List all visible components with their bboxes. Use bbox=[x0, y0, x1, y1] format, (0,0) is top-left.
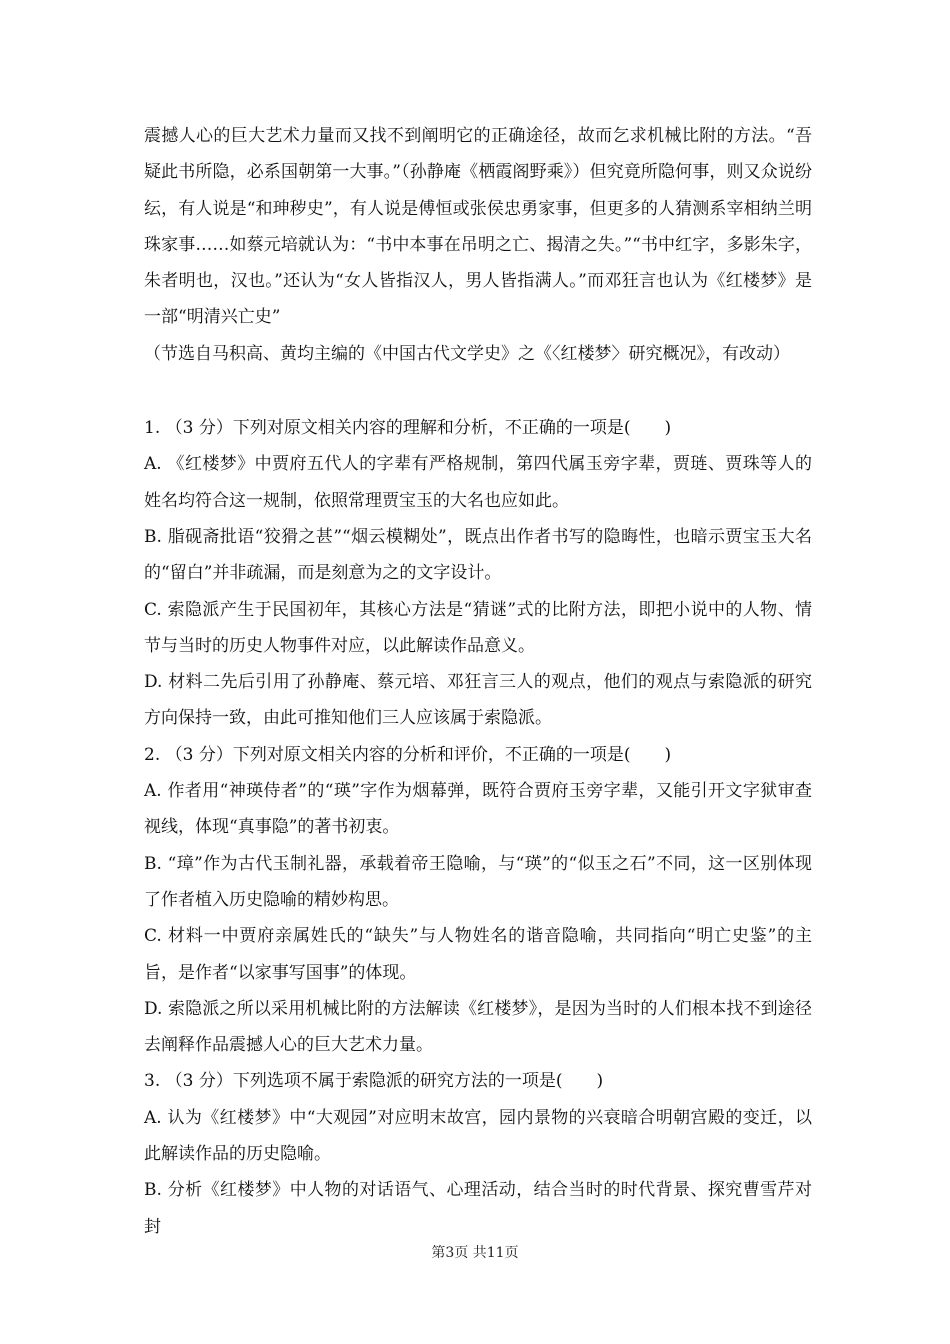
question-list bbox=[144, 410, 812, 1245]
page-number-label: 第3页 共11页 bbox=[431, 1245, 519, 1261]
question-1 bbox=[144, 410, 812, 737]
question-stem: 2. （3 分）下列对原文相关内容的分析和评价，不正确的一项是( ) bbox=[144, 744, 672, 765]
option-c: C. 材料一中贾府亲属姓氏的“缺失”与人物姓名的谐音隐喻，共同指向“明亡史鉴”的主旨，是作者“以家事写国事”的体现。 bbox=[144, 926, 812, 983]
question-3 bbox=[144, 1063, 812, 1244]
question-stem: 1. （3 分）下列对原文相关内容的理解和分析，不正确的一项是( ) bbox=[144, 418, 672, 439]
page-footer bbox=[0, 1242, 950, 1262]
page-content bbox=[144, 118, 812, 1245]
option-b: B. 脂砚斋批语“狡猾之甚”“烟云模糊处”，既点出作者书写的隐晦性，也暗示贾宝玉大名的“留白”并非疏漏，而是刻意为之的文字设计。 bbox=[144, 526, 812, 584]
question-stem: 3. （3 分）下列选项不属于索隐派的研究方法的一项是( ) bbox=[144, 1071, 604, 1092]
question-2 bbox=[144, 737, 812, 1064]
passage-paragraph: 震撼人心的巨大艺术力量而又找不到阐明它的正确途径，故而乞求机械比附的方法。“吾疑此书所隐，必系国朝第一大事。”（孙静庵《栖霞阁野乘》）但究竟所隐何事，则又众说纷纭，有人说是“和珅秽史”，有人说是傅恒或张侯忠勇家事，但更多的人猜测系宰相纳兰明珠家事……如蔡元培就认为：“书中本事在吊明之亡、揭清之失。”“书中红字，多影朱字，朱者明也，汉也。”还认为“女人皆指汉人，男人皆指满人。”而邓狂言也认为《红楼梦》是一部“明清兴亡史” bbox=[144, 126, 812, 328]
option-b: B. “璋”作为古代玉制礼器，承载着帝王隐喻，与“瑛”的“似玉之石”不同，这一区别体现了作者植入历史隐喻的精妙构思。 bbox=[144, 853, 812, 910]
passage-source-note: （节选自马积高、黄均主编的《中国古代文学史》之《〈红楼梦〉研究概况》，有改动） bbox=[144, 343, 790, 364]
option-b: B. 分析《红楼梦》中人物的对话语气、心理活动，结合当时的时代背景、探究曹雪芹对封 bbox=[144, 1180, 812, 1237]
option-a: A. 作者用“神瑛侍者”的“瑛”字作为烟幕弹，既符合贾府玉旁字辈，又能引开文字狱审查视线，体现“真事隐”的著书初衷。 bbox=[144, 781, 812, 838]
option-d: D. 材料二先后引用了孙静庵、蔡元培、邓狂言三人的观点，他们的观点与索隐派的研究方向保持一致，由此可推知他们三人应该属于索隐派。 bbox=[144, 672, 812, 729]
option-d: D. 索隐派之所以采用机械比附的方法解读《红楼梦》，是因为当时的人们根本找不到途径去阐释作品震撼人心的巨大艺术力量。 bbox=[144, 998, 812, 1056]
option-a: A. 认为《红楼梦》中“大观园”对应明末故宫，园内景物的兴衰暗合明朝宫殿的变迁，以此解读作品的历史隐喻。 bbox=[144, 1107, 812, 1165]
reading-passage bbox=[144, 118, 812, 372]
option-c: C. 索隐派产生于民国初年，其核心方法是“猜谜”式的比附方法，即把小说中的人物、情节与当时的历史人物事件对应，以此解读作品意义。 bbox=[144, 599, 812, 656]
option-a: A. 《红楼梦》中贾府五代人的字辈有严格规制，第四代属玉旁字辈，贾琏、贾珠等人的姓名均符合这一规制，依照常理贾宝玉的大名也应如此。 bbox=[144, 454, 812, 511]
